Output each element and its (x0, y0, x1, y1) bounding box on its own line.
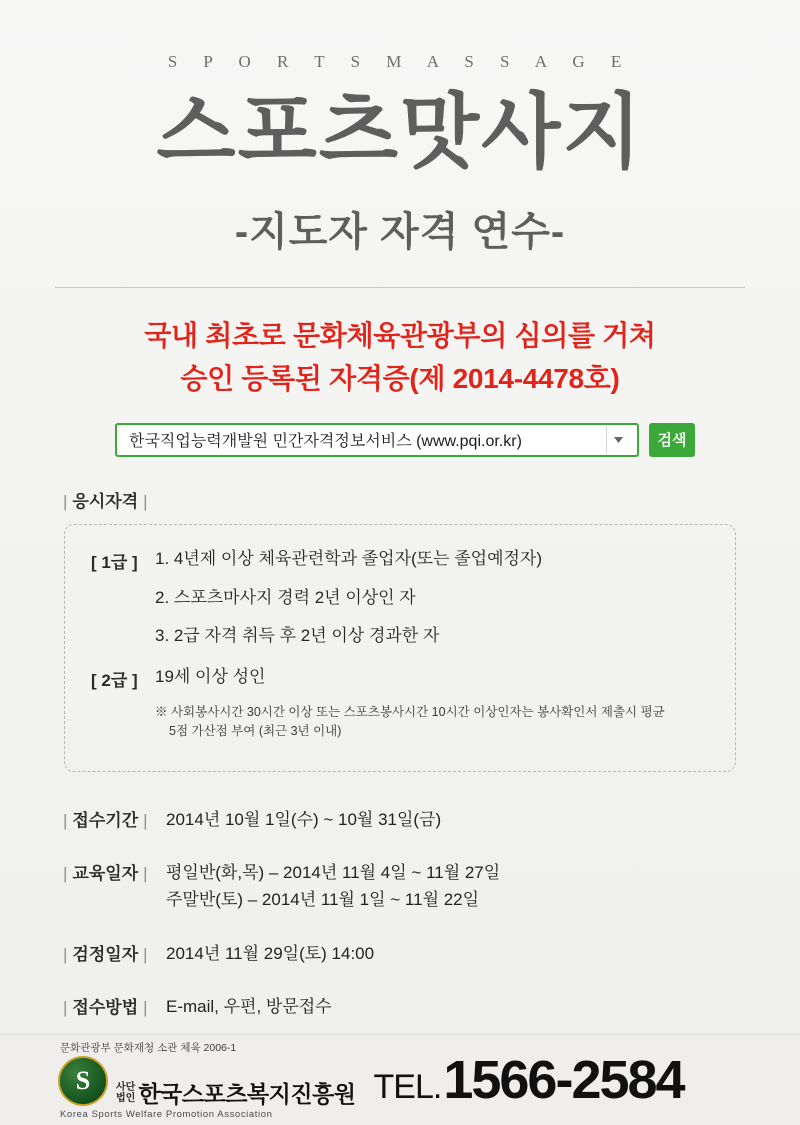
list-item: 19세 이상 성인 (155, 666, 266, 686)
search-button[interactable]: 검색 (649, 423, 695, 457)
logo-letter: S (75, 1066, 91, 1095)
qualification-label-text: 응시자격 (72, 491, 139, 511)
search-input[interactable] (115, 423, 639, 457)
organization-name: 한국스포츠복지진흥원 (138, 1081, 356, 1107)
info-row-value-line-1: 2014년 11월 29일(토) 14:00 (166, 943, 375, 963)
search-input-value: 한국직업능력개발원 민간자격정보서비스 (www.pqi.or.kr) (129, 433, 522, 451)
organization-name-english: Korea Sports Welfare Promotion Association (60, 1109, 273, 1120)
info-row-label (58, 993, 166, 1018)
label-bar-right: | (143, 491, 148, 511)
grade-items (155, 665, 709, 741)
grade-note (155, 703, 709, 741)
info-row-value-line-1: 2014년 10월 1일(수) ~ 10월 31일(금) (166, 809, 442, 829)
list-item: 3. 2급 자격 취득 후 2년 이상 경과한 자 (155, 626, 440, 646)
qualification-box (64, 524, 736, 772)
search-row (105, 423, 695, 457)
info-rows (0, 806, 800, 1073)
label-bar-left: | (63, 944, 68, 964)
info-row-label-text: 검정일자 (72, 944, 139, 964)
list-item: 1. 4년제 이상 체육관련학과 졸업자(또는 졸업예정자) (155, 548, 543, 568)
info-row-value-line-1: E-mail, 우편, 방문접수 (166, 996, 332, 1016)
list-item: 2. 스포츠마사지 경력 2년 이상인 자 (155, 587, 416, 607)
info-row-application-method (58, 993, 800, 1020)
info-row-application-period (58, 806, 800, 833)
grade-tag: [ 1급 ] (91, 552, 138, 572)
telephone-number: 1566-2584 (443, 1050, 684, 1110)
label-bar-left: | (63, 864, 68, 884)
label-bar-left: | (63, 810, 68, 830)
organization-prefix (116, 1083, 135, 1106)
label-bar-right: | (143, 997, 148, 1017)
grade-items (155, 547, 709, 649)
grade-note-line-2: 5점 가산점 부여 (최근 3년 이내) (169, 724, 342, 739)
organization-block (58, 1040, 356, 1120)
info-row-label (58, 859, 166, 884)
info-row-value (166, 859, 500, 913)
headline-line-1: 국내 최초로 문화체육관광부의 심의를 거쳐 (144, 320, 656, 352)
info-row-label-text: 교육일자 (72, 864, 139, 884)
info-row-value-line-1: 평일반(화,목) – 2014년 11월 4일 ~ 11월 27일 (166, 863, 501, 883)
label-bar-left: | (63, 491, 68, 511)
info-row-exam-date (58, 940, 800, 967)
grade-note-line-1: ※ 사회봉사시간 30시간 이상 또는 스포츠봉사시간 10시간 이상인자는 봉사확인서 제출시 평균 (155, 705, 665, 720)
telephone-label: TEL. (373, 1068, 442, 1106)
info-row-label-text: 접수기간 (72, 810, 139, 830)
grade-tag: [ 2급 ] (91, 670, 138, 690)
header-divider (55, 287, 745, 288)
info-row-label (58, 806, 166, 831)
ministry-line: 문화관광부 문화재청 소관 체육 2006-1 (60, 1042, 237, 1054)
info-row-value (166, 993, 332, 1020)
headline-block (0, 314, 800, 401)
label-bar-right: | (143, 864, 148, 884)
label-bar-right: | (143, 810, 148, 830)
footer-inner (0, 1040, 800, 1120)
organization-logo-icon (58, 1056, 108, 1106)
organization-prefix-line-2: 법인 (116, 1092, 136, 1104)
grade-row-1 (91, 547, 709, 649)
page-title: 스포츠맛사지 (156, 87, 644, 178)
label-bar-right: | (143, 944, 148, 964)
kicker-text: S P O R T S M A S S A G E (167, 52, 633, 71)
info-row-label-text: 접수방법 (72, 997, 139, 1017)
info-row-label (58, 940, 166, 965)
organization-name-row (58, 1056, 356, 1106)
organization-prefix-line-1: 사단 (116, 1082, 136, 1093)
telephone-block (374, 1049, 684, 1111)
info-row-value-line-2: 주말반(토) – 2014년 11월 1일 ~ 11월 22일 (166, 890, 480, 910)
info-row-training-dates (58, 859, 800, 913)
label-bar-left: | (63, 997, 68, 1017)
grade-row-2 (91, 665, 709, 741)
headline-line-2: 승인 등록된 자격증(제 2014-4478호) (180, 363, 620, 395)
qualification-label (58, 487, 800, 512)
footer (0, 1034, 800, 1125)
chevron-down-icon[interactable] (606, 426, 629, 454)
page-subtitle: -지도자 자격 연수- (234, 210, 566, 255)
info-row-value (166, 940, 374, 967)
info-row-value (166, 806, 441, 833)
